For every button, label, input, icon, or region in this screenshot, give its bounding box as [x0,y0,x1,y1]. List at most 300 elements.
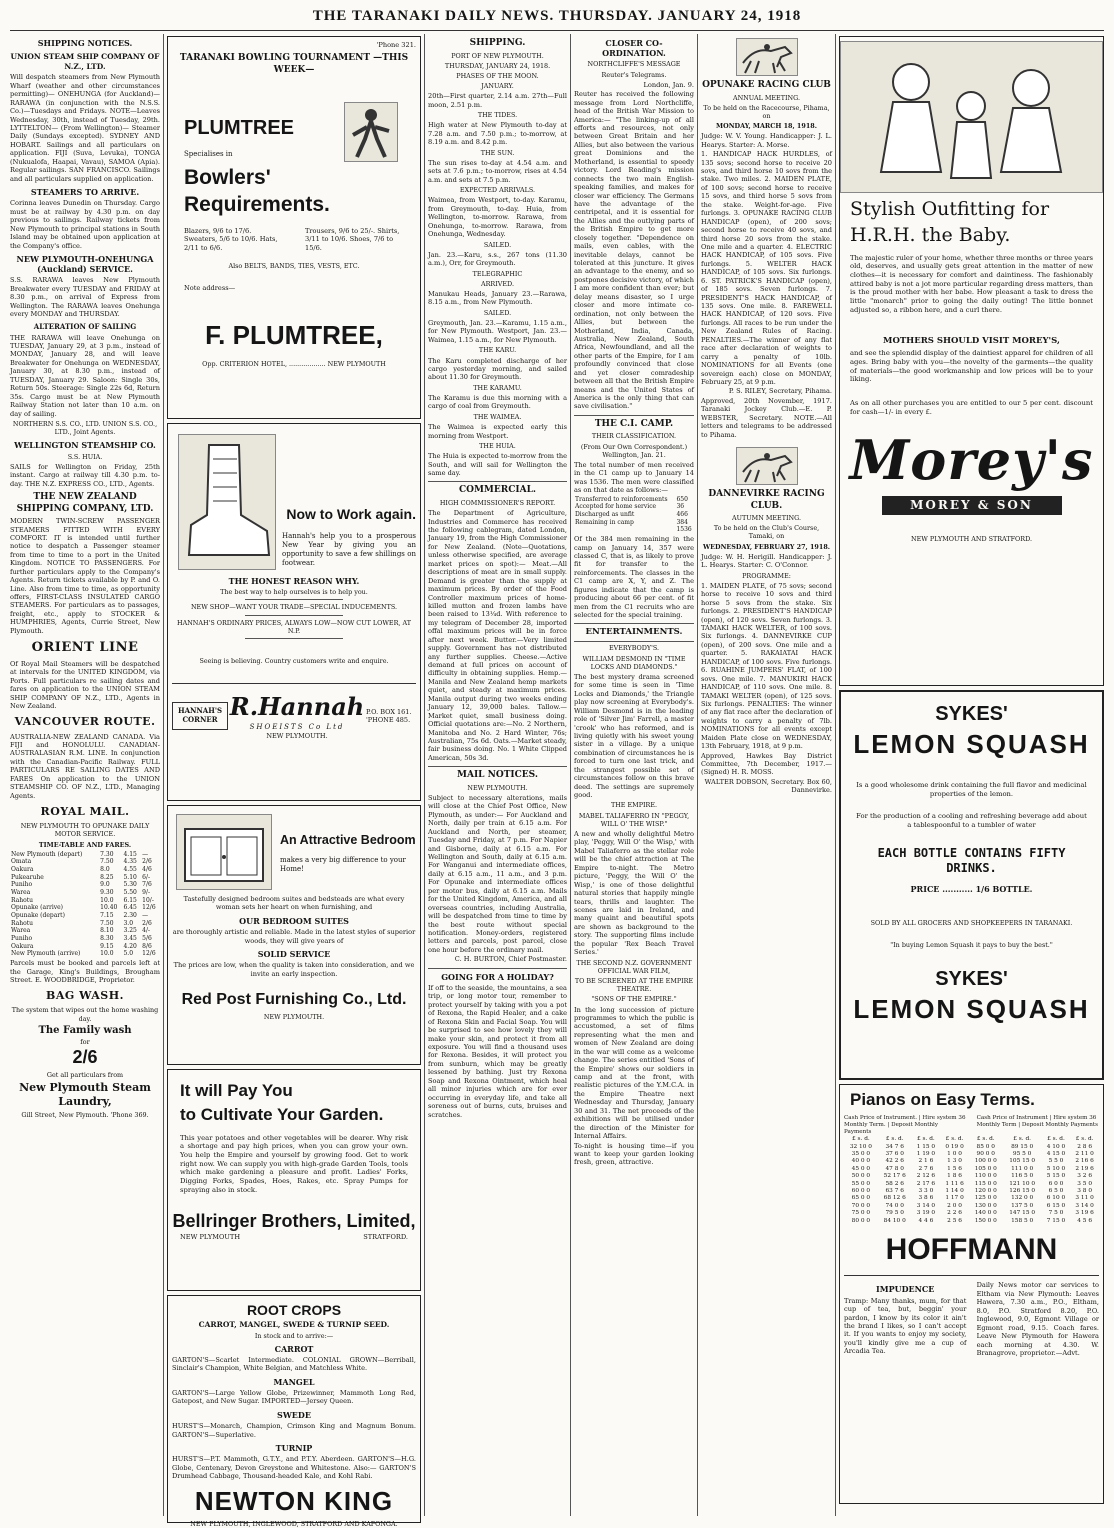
programme-heading: PROGRAMME: [742,571,791,580]
table-cell: 3 19 6 [1075,1210,1094,1217]
sons-heading: "SONS OF THE EMPIRE." [591,995,677,1004]
table-cell: Transferred to reinforcements [575,495,668,503]
dannevirke-date: WEDNESDAY, FEBRUARY 27, 1918. [703,542,830,551]
table-cell: 8.30 [100,935,114,943]
table-cell: 4.15 [123,850,137,858]
bellringer-name: Bellringer Brothers, Limited, [172,1211,416,1232]
hcr-heading: HIGH COMMISSIONER'S REPORT. [439,498,556,507]
sailed-heading: SAILED. [483,240,512,249]
table-cell: 5.10 [123,873,137,881]
table-cell: 1 0 0 [947,1151,962,1158]
suites-text: are thoroughly artistic and reliable. Made in the latest styles of superior woods, they will give years of [172,928,416,945]
desmond-text: The best mystery drama screened for some time is seen in 'Time Locks and Diamonds,' the Triangle play now screening at Everybody's. William Desmond is in the leading role of 'Silver Jim' Farrell, a master 'crook' who has reformed, and is living quietly with his sweet young sister in a village. By a unique combination of circumstances he is forced to turn one last trick, and the strangest possible set of circumstances follow on this brave deed. The settings are supremely good. [574,672,694,800]
red-post-location: NEW PLYMOUTH. [263,1012,325,1021]
table-cell: 3 19 0 [916,1210,936,1217]
table-cell: 2 7 6 [918,1165,934,1172]
timetable-row [10,858,160,866]
table-cell: 130 0 0 [974,1202,997,1209]
table-cell: 95 5 0 [1012,1151,1032,1158]
table-cell: 8.0 [100,866,110,874]
table-cell: 4/6 [142,866,152,874]
table-cell: 2/6 [142,858,152,866]
plumtree-address: Opp. CRITERION HOTEL, .................. NEW PLYMOUTH [202,359,386,368]
newton-king-address: NEW PLYMOUTH, INGLEWOOD, STRATFORD AND KAPONGA. [190,1519,398,1528]
garden-text: This year potatoes and other vegetables will be dearer. Why risk a shortage and pay high prices, when you can grow your own. You help the Empire and yourself by growing food. Get to work right now. We can supply you with high-grade Garden Tools, tools which make gardening a pleasure and profit. Ladies' Forks, Digging Forks, Spades, Hoes, Rakes, etc. Spray Pumps for spraying also in stock. [180,1133,408,1194]
table-cell: 7.30 [100,850,114,858]
table-cell: 3.0 [123,919,134,927]
bowling-title: TARANAKI BOWLING TOURNAMENT —THIS WEEK— [179,53,409,75]
steam-laundry: New Plymouth Steam Laundry, [19,1081,151,1109]
camp-text: The total number of men received in the C1 camp up to January 14 was 1536. The men were classified as on that date as follows:— [574,460,694,495]
column-shipping-news [428,34,567,1514]
root-stock: In stock and to arrive:— [254,1331,334,1340]
january-heading: JANUARY. [481,82,514,91]
table-cell: 2 5 6 [947,1217,962,1224]
also-text: Also BELTS, BANDS, TIES, VESTS, ETC. [228,262,360,271]
commercial-heading: COMMERCIAL. [428,481,567,497]
table-cell: 126 15 0 [1009,1188,1036,1195]
dannevirke-note: Approved, Hawkes Bay District Committee, 7th December, 1917.—(Signed) H. R. MOSS. [701,751,832,777]
timetable-row [10,920,160,928]
table-cell: 6 10 0 [1046,1195,1066,1202]
table-cell: 89 15 0 [1011,1143,1034,1150]
opunake-note: Approved, 20th November, 1917. Taranaki Jockey Club.—E. P. WEBSTER, Secretary. NOTE.—All letters and telegrams to be addressed to Pihama. [701,396,832,439]
table-cell: Rahotu [11,896,33,904]
camp-row [574,519,694,527]
opunake-races: 1. HANDICAP HACK HURDLES, of 135 sovs; second horse to receive 20 sovs, and third horse 10 sovs from the stake. Two miles. 2. MAIDEN PLATE, of 100 sovs; second horse to receive 15 sovs, and third horse 5 sovs from the stake. Weight-for-age. Five furlongs. 3. OPUNAKE RACING CLUB HANDICAP (open), of 200 sovs; second horse to receive 40 sovs, and third horse 20 sovs from the stake. One mile and a quarter. 4. ELECTRIC HACK HANDICAP, of 105 sovs. Five furlongs. 5. WELTER HACK HANDICAP, of 105 sovs. Six furlongs. 6. ST. PATRICK'S HANDICAP (open), of 185 sovs. Seven furlongs. 7. PRESIDENT'S HACK HANDICAP, of 135 sovs. One mile. 8. FAREWELL HACK HANDICAP, of 120 sovs. Five furlongs. All races to be run under the New Zealand Rules of Racing. PENALTIES.—The winner of any flat race after declaration of weights to carry a penalty of 10lb. NOMINATIONS for all Events (one sovereign each) close on MONDAY, February 25, at 9 p.m. [701,150,832,386]
opunake-date: MONDAY, MARCH 18, 1918. [716,122,817,131]
table-cell: 4.35 [123,858,137,866]
port-date: THURSDAY, JANUARY 24, 1918. [444,61,551,70]
karamu-text: The Karamu is due this morning with a cargo of coal from Greymouth. [428,394,567,411]
table-cell: 121 10 0 [1009,1180,1036,1187]
table-cell: 115 0 0 [974,1180,997,1187]
holiday-heading: GOING FOR A HOLIDAY? [428,968,567,982]
table-cell: 7 15 0 [1046,1217,1066,1224]
table-cell: £ s. d. [885,1136,904,1143]
piano-header-left: Cash Price of Instrument. | Hire system 36 Monthly Term. | Deposit Monthly Payments [844,1114,966,1136]
wellington-steamship-text: SAILS for Wellington on Friday, 25th instant. Cargo at railway till 4.30 p.m. to-day. THE N.Z. EXPRESS CO., LTD., Agents. [10,462,160,488]
timetable-row [10,935,160,943]
table-cell: 2 8 6 [1077,1143,1093,1150]
note-address: Note address— [184,284,236,293]
plumtree-name: PLUMTREE [184,117,294,140]
mail-signature: C. H. BURTON, Chief Postmaster. [454,955,567,964]
table-cell: 5 15 0 [1046,1173,1066,1180]
table-cell: New Plymouth (depart) [11,850,83,858]
now-to-work-title: Now to Work again. [286,506,416,522]
table-cell: 2 2 6 [947,1210,962,1217]
table-cell: 36 [676,503,685,511]
hcr-text: The Department of Agriculture, Industries and Commerce has received the following cablegram, dated London, January 19, from the High Commissioner for New Zealand. (Note—Quotations, unless otherwise specified, are average market prices on spot):— Meat.—All descriptions of meat are in small supply. Demand is greater than the supply at maximum prices. By order of the Food Controller maximum prices of home-killed mutton and frozen lambs have been raised to 13¼d. With reference to my telegram of December 28, imported offal maximum prices will be in force after next week. Butter.—Very limited supply. Government has not distributed any further supplies. Cheese.—Active demand at full prices on account of difficulty in obtaining supplies. Hemp.—Manila and New Zealand hemp markets quiet, and steady at maximum prices. Manila output during two weeks ending January 12, 39,000 bales. Tallow.—Market quiet, small business doing. Official quotations are:—No. 2 Northern, Manitoba and No. 2 Hard Winter, 76s; Australian, 75s 6d. Oats.—Market steady, fair business doing. No. 1 White Clipped American, 50s 3d. [428,509,567,762]
morey-son-banner: MOREY & SON [882,496,1062,515]
table-cell: 9/- [142,889,151,897]
table-cell: 1 15 0 [916,1143,936,1150]
table-cell: 110 0 0 [974,1173,997,1180]
table-cell: 137 5 0 [1011,1202,1034,1209]
shoeists: SHOEISTS Co Ltd [249,722,345,731]
camp-heading: THE C.I. CAMP. [574,415,694,431]
specialises-text: Specialises in [184,150,233,159]
bellringer-left: NEW PLYMOUTH [180,1233,241,1242]
table-cell: 466 [676,511,688,519]
table-cell: 1 8 6 [947,1173,962,1180]
camp-text-2: Of the 384 men remaining in the camp on January 14, 357 were classed C, that is, as likely to prove fit for transfer to the reinforcements. The classes in the C1 camp are X, Y, and Z. The figures indicate that the camp is producing about 66 per cent. of fit men from the C1 recruits who are selected for the special training. [574,535,694,620]
now-to-work-text: Hannah's help you to a prosperous New Year by giving you an opportunity to save a few shillings on footwear. [282,531,416,567]
reuter-line: Reuter's Telegrams. [601,70,667,79]
bellringer-right: STRATFORD. [363,1233,408,1242]
table-cell: 90 0 0 [976,1151,995,1158]
table-cell: 120 0 0 [974,1188,997,1195]
timetable-row [10,950,160,958]
closer-text: Reuter has received the following message from Lord Northcliffe, head of the British War Mission to America:— "The linking-up of all efforts and resources, not only between Great Britain and her Allies, but also between the various great Dominions and the Motherland, is essential to speedy victory. Lord Reading's mission connects the two main English-speaking families, and makes for closer war efficiency. The Germans have the advantage of the centripetal, and it is essential for the Allies and the outlying parts of the British Empire to get more closely together. "Dependence on mails, even cables, with the inevitable delays, cannot be tolerated at this juncture. It gives an advantage to the enemy, and so postpones decisive victory, of which I am more confident than ever; but delay means disaster, so I urge closer and more intimate co-ordination, not only between the Allies, but between the Motherland, India, Canada, Australia, New Zealand, South Africa, Newfoundland, and all the other parts of the Empire, for I am profoundly convinced that close and yet closer comradeship between all that the British Empire means and the United States of America is the only thing that can save civilisation." [574,90,694,411]
mail-location: NEW PLYMOUTH. [467,783,528,792]
table-cell: 5.0 [123,950,134,958]
laundry-address: Gill Street, New Plymouth. 'Phone 369. [21,1111,149,1120]
piano-header-right: Cash Price of Instrument | Hire system 36 Monthly Term | Deposit Monthly Payments [976,1114,1098,1128]
timetable-row [10,943,160,951]
correspondent-line: (From Our Own Correspondent.) Wellington, Jan. 21. [580,442,688,459]
sykes-name-2: SYKES' [935,967,1008,990]
column-advertisements [167,34,421,1528]
seeing-believing: Seeing is believing. Country customers write and enquire. [199,656,389,665]
table-cell: 140 0 0 [974,1210,997,1217]
table-cell: 2 11 0 [1075,1151,1094,1158]
piano-row [844,1158,1099,1165]
table-cell: 3 5 0 [1077,1180,1093,1187]
masthead: THE TARANAKI DAILY NEWS. THURSDAY. JANUARY 24, 1918 [10,4,1104,31]
sailed-text-2: Greymouth, Jan. 23.—Karamu, 1.15 a.m., for New Plymouth. Westport, Jan. 23.—Waimea, 1.15 a.m., for New Plymouth. [428,319,567,344]
piano-row [844,1181,1099,1188]
orient-line-text: Of Royal Mail Steamers will be despatched at intervals for the UNITED KINGDOM, via Ports. Full particulars re sailing dates and fares on application to the UNION STEAM SHIP COMPANY OF N.Z., LTD., Agents in New Zealand. [10,659,160,711]
timetable-row [10,912,160,920]
column-rule [570,34,571,1516]
column-rule [424,34,425,1516]
table-cell: 6.45 [123,904,137,912]
table-cell: 6/- [142,873,151,881]
piano-row [844,1144,1099,1151]
discount-text: As on all other purchases you are entitled to our 5 per cent. discount for cash—1/- in every £. [850,399,1093,416]
piano-row [844,1188,1099,1195]
bedroom-title: An Attractive Bedroom [280,833,416,847]
karamu-heading: THE KARAMU. [473,383,522,392]
table-cell: 35 0 0 [851,1151,871,1158]
table-cell: 8.10 [100,927,114,935]
desmond-heading: WILLIAM DESMOND IN "TIME LOCKS AND DIAMONDS." [582,654,686,671]
table-cell: 8.25 [100,873,114,881]
table-cell: 34 7 6 [885,1143,904,1150]
held-text-2: To be held on the Club's Course, Tamaki, on [713,524,820,541]
root-crops-title: ROOT CROPS [246,1302,342,1318]
royal-mail-subtitle: NEW PLYMOUTH TO OPUNAKE DAILY MOTOR SERVICE. [20,822,150,839]
camp-row [574,511,694,519]
impudence-heading: IMPUDENCE [875,1284,935,1295]
children-illustration [840,41,1103,193]
stylish-text: The majestic ruler of your home, whether three months or three years old, deserves, and usually gets great attention in the matter of new clothes—it is necessary for comfort and daintiness. The fashionably attired baby is not a jot more particular regarding dress matters, than is the proud mother with her babe. How pleasant a task to dress the little "monarch" prior to going the daily outing! The little bonnet adjusted so, a ribbon here, and a curl there. [850,253,1093,314]
table-cell: 80 0 0 [851,1217,871,1224]
table-cell: 10/- [142,896,154,904]
swede-title: SWEDE [277,1409,311,1420]
sold-by: SOLD BY ALL GROCERS AND SHOPKEEPERS IN TARANAKI. [870,918,1073,927]
bowler-illustration [344,102,398,162]
sykes-text-2: For the production of a cooling and refreshing beverage add about a tablespoonful to a tumbler of water [856,812,1087,829]
motor-service-text: Daily News motor car services to Eltham via New Plymouth: Leaves Hawera, 7.30 a.m., P.O., Eltham, 8.0, P.O. Stratford 8.20, P.O. Inglewood, 9.0, Egmont Village or Egmont road, 9.15. Coach fares. Leave New Plymouth for Hawera each morning at 4.30. W. Branagrove, proprietor.—Advt. [976,1281,1099,1357]
table-cell: 7 5 0 [1048,1210,1064,1217]
table-cell: 1536 [676,526,692,534]
red-post-ad [167,805,421,1065]
piano-price-table [844,1136,1099,1225]
table-cell: 5.30 [123,881,137,889]
table-cell: 10.40 [100,904,118,912]
moreys-ad [839,36,1104,686]
orient-line-title: ORIENT LINE [31,640,139,656]
table-cell: 147 15 0 [1009,1210,1036,1217]
royal-mail-note: Parcels must be booked and parcels left at the Garage, King's Buildings, Brougham Street. E. WOODBRIDGE, Proprietor. [10,959,160,984]
table-cell: Puniho [11,881,33,889]
bag-for: for [80,1037,90,1046]
table-cell: 6.15 [123,896,137,904]
lemon-squash-2: LEMON SQUASH [853,993,1090,1024]
table-cell: Puniho [11,935,33,943]
sun-heading: THE SUN. [480,148,515,157]
bedroom-illustration [176,814,272,890]
screened-heading: TO BE SCREENED AT THE EMPIRE THEATRE. [574,976,694,994]
solid-text: The prices are low, when the quality is taken into consideration, and we invite an early inspection. [173,961,415,978]
table-cell: 3 8 6 [918,1195,934,1202]
piano-row [844,1151,1099,1158]
opunake-signature: P. S. RILEY, Secretary, Pihama. [728,387,832,396]
timetable-row [10,866,160,874]
table-cell: Omata [11,858,32,866]
stylish-headline-1: Stylish Outfitting for [850,198,1050,220]
column-right-ads [839,34,1104,1514]
steamers-arrive-title: STEAMERS TO ARRIVE. [30,187,140,198]
table-cell [574,526,675,534]
table-cell: 8/6 [142,942,152,950]
bellringer-ad [167,1069,421,1291]
table-cell: 116 5 0 [1011,1173,1034,1180]
table-cell: 10.0 [100,950,114,958]
table-cell: 12/6 [142,904,156,912]
everybodys-heading: EVERYBODY'S. [608,644,660,653]
phone-number: 'Phone 321. [376,41,416,49]
garden-headline-2: to Cultivate Your Garden. [180,1104,384,1124]
items-right: Trousers, 9/6 to 25/-. Shirts, 3/11 to 10/6. Shoes, 7/6 to 15/6. [305,226,400,252]
shipping-heading: SHIPPING. [469,38,526,48]
timetable-row [10,874,160,882]
table-cell: Rahotu [11,919,33,927]
table-cell: 4 10 0 [1046,1143,1066,1150]
table-cell: Discharged as unfit [575,511,635,519]
table-cell: 60 0 0 [851,1188,871,1195]
table-cell: 7.50 [100,919,114,927]
wellington-steamship-title: WELLINGTON STEAMSHIP CO. [14,440,156,451]
table-cell: 3 14 0 [1075,1202,1094,1209]
table-cell: 4/- [142,927,151,935]
plumtree-ad [167,36,421,419]
table-cell: Warea [11,927,31,935]
table-cell: 7.15 [100,912,114,920]
table-cell: 2 0 0 [947,1202,962,1209]
table-cell: 70 0 0 [851,1202,871,1209]
bag-wash-title: BAG WASH. [46,989,124,1003]
table-cell: 9.0 [100,881,110,889]
expected-text: Waimea, from Westport, to-day. Karamu, from Greymouth, to-day. Huia, from Wellington, to-morrow. Rarawa, from Onehunga, to-morrow. Rarawa, from Onehunga, Wednesday. [428,196,567,239]
mail-heading: MAIL NOTICES. [428,766,567,782]
newton-king-name: NEWTON KING [194,1485,394,1516]
camp-row [574,503,694,511]
pianos-headline: Pianos on Easy Terms. [850,1090,1035,1109]
classification-heading: THEIR CLASSIFICATION. [591,432,677,441]
reuter-date: London, Jan. 9. [643,80,694,89]
hoffmann-name: HOFFMANN [885,1233,1058,1267]
wellington-ship-name: S.S. HUIA. [67,452,103,461]
table-cell: 65 0 0 [851,1195,871,1202]
root-crops-sub: CARROT, MANGEL, SWEDE & TURNIP SEED. [198,1319,390,1329]
table-cell: 68 12 6 [883,1195,906,1202]
table-cell: 5/6 [142,935,152,943]
waimea-text: The Waimea is expected early this morning from Westport. [428,423,567,440]
dannevirke-officials: Judge: W. H. Herigill. Handicapper: J. L. Hearys. Starter: C. O'Connor. [701,552,832,570]
table-cell: 158 5 0 [1011,1217,1034,1224]
phases-text: 20th—First quarter, 2.14 a.m. 27th—Full moon, 2.51 p.m. [428,92,567,109]
table-cell: 2.30 [123,912,137,920]
bedroom-text2: Tastefully designed bedroom suites and bedsteads are what every woman sets her heart on when furnishing, and [183,895,405,912]
table-cell: £ s. d. [852,1136,870,1143]
table-cell: 47 8 0 [885,1165,904,1172]
carrot-title: CARROT [274,1343,314,1354]
each-bottle: EACH BOTTLE CONTAINS FIFTY DRINKS. [877,845,1066,875]
table-cell: Oakura [11,942,34,950]
f-plumtree: F. PLUMTREE, [205,319,383,350]
camp-table [574,496,694,534]
arrived-heading: ARRIVED. [481,279,514,288]
morey-address: NEW PLYMOUTH AND STRATFORD. [911,534,1032,543]
tides-text: High water at New Plymouth to-day at 7.28 a.m. and 7.50 p.m.; to-morrow, at 8.19 a.m. and 8.42 p.m. [428,121,567,147]
bag-wash-line: The system that wipes out the home washing day. [11,1006,159,1023]
piano-row [844,1136,1099,1143]
table-cell: 2/6 [142,919,152,927]
sykes-name: SYKES' [935,703,1008,725]
column-rule [697,34,698,1516]
table-cell: 52 17 6 [883,1173,906,1180]
pobox: P.O. BOX 161. 'PHONE 485. [366,707,412,725]
table-cell: 9.15 [100,942,114,950]
table-cell: 45 0 0 [851,1165,871,1172]
piano-row [844,1195,1099,1202]
carrot-text: GARTON'S—Scarlet Intermediate. COLONIAL GROWN—Berriball, Sinclair's Champion, White Belgian, and Matchless White. [172,1355,416,1373]
table-cell: 75 0 0 [851,1210,871,1217]
our-suites: OUR BEDROOM SUITES [239,915,349,926]
arrived-text: Manukau Heads, January 23.—Rarawa, 8.15 a.m., from New Plymouth. [428,289,567,307]
union-steamship-title: UNION STEAM SHIP COMPANY OF N.Z., LTD. [10,52,160,71]
timetable-row [10,881,160,889]
table-cell: £ s. d. [1047,1136,1065,1143]
column-rule [835,34,836,1516]
newton-king-ad [167,1295,421,1528]
table-cell: 5.50 [123,889,137,897]
table-cell: Remaining in camp [575,518,634,526]
hannah-logo: R.Hannah [229,692,365,722]
table-cell: 4 4 6 [918,1217,934,1224]
table-cell: 9.30 [100,889,114,897]
table-cell: Opunake (arrive) [11,904,64,912]
sun-text: The sun rises to-day at 4.54 a.m. and sets at 7.6 p.m.; to-morrow, rises at 4.54 a.m. and sets at 7.5 p.m. [428,158,567,184]
sailed-heading-2: SAILED. [483,308,512,317]
telegraphic-heading: TELEGRAPHIC [472,269,523,278]
table-cell: 3 3 0 [918,1188,934,1195]
table-cell: £ s. d. [976,1136,995,1143]
timetable-row [10,889,160,897]
dannevirke-races: 1. MAIDEN PLATE, of 75 sovs; second horse to receive 10 sovs and third horse 5 sovs from the stake. Six furlongs. 2. PRESIDENT'S HANDICAP (open), of 120 sovs. Seven furlongs. 3. TAMAKI HACK WELTER, of 100 sovs. Six furlongs. 4. DANNEVIRKE CUP (open), of 200 sovs. One mile and a quarter. 5. RAKAIATAI HACK HANDICAP, of 100 sovs. Five furlongs. 6. RUAHINE JUMPERS' FLAT, of 100 sovs. One mile. 7. MANUKIRI HACK HANDICAP, of 110 sovs. One mile. 8. TAMAKI WELTER (open), of 125 sovs. Six furlongs. PENALTIES: The winner of any flat race after the declaration of weights to carry a penalty of 7lb. NOMINATIONS for all events except Maiden Plate close on WEDNESDAY, 13th February, 1918, at 9 p.m. [701,581,832,751]
racehorse-illustration-2 [736,447,798,485]
lemon-squash: LEMON SQUASH [853,728,1090,759]
alteration-title: ALTERATION OF SAILING [33,321,137,331]
union-steamship-text: Will despatch steamers from New Plymouth Wharf (weather and other circumstances permitting)— ONEHUNGA (for Auckland)— RARAWA (in conjunction with the N.S.S. Co.)—Tuesdays and Fridays. NOTE—Leaves Wednesday, 30th, instead of Tuesday, 29th. LYTTELTON— (From Wellington)— Steamer Daily (Sundays excepted). SYDNEY AND HOBART. Sailings and all particulars on application. FIJI (Suva, Levuka), TONGA (Nukualofa, Haapai, Vavau), SAMOA (Apia). Regular sailings. SAN FRANCISCO. Sailings and all particulars supplied on application. [10,73,160,183]
table-cell: 4 5 6 [1077,1217,1093,1224]
items-left: Blazers, 9/6 to 17/6. Sweaters, 5/6 to 10/6. Hats, 2/11 to 6/6. [184,226,278,252]
table-cell: 1 17 0 [945,1195,964,1202]
mothers-heading: MOTHERS SHOULD VISIT MOREY'S, [883,336,1060,347]
turnip-text: HURST'S—P.T. Mammoth, G.T.Y., and P.T.Y. Aberdeen. GARTON'S—H.G. Globe, Centenary, Devon Greystone and Whitestone. Also:— GARTON'S Drumhead Cabbage, Thousand-headed Kale, and Kohl Rabi. [172,1455,416,1481]
mabel-text: A new and wholly delightful Metro play, 'Peggy, Will O' the Wisp,' with Mabel Taliaferro as the stellar role will be the chief attraction at The Empire to-night. The Metro picture, 'Peggy, the Will O' the Wisp,' is one of those delightful natural stories that happily mingle tears, thrills and laughter. The scenes are laid in Ireland, and many quaint and beautiful spots are shown as background to the story. The supporting films include the popular 'Rex Beach Travel Series.' [574,830,694,957]
table-cell: Warea [11,889,31,897]
mail-text: Subject to necessary alterations, mails will close at the Chief Post Office, New Plymouth, as under:— For Auckland and North, daily per train at 6.15 a.m. For Auckland and North, per steamer, Tuesday and Friday, at 7 p.m. For Napier and Gisborne, daily at 6.15 a.m. For Wellington and South, daily at 6.15 a.m. For Wanganui and intermediate offices, daily at 6.15 a.m., 11 a.m., and 3 p.m. For Opunake and intermediate offices per motor bus, daily at 6.15 a.m. Mails for the United Kingdom, America, and all overseas countries, including Australia, will be despatched from time to time by the best route without special notification. Money-orders, registered letters and parcels, post parcel, close one hour before the ordinary mail. [428,793,567,954]
piano-row [844,1218,1099,1225]
royal-mail-title: ROYAL MAIL. [40,805,130,819]
table-cell: 79 5 0 [885,1210,904,1217]
northcliffe-heading: NORTHCLIFFE'S MESSAGE [587,60,681,69]
table-cell: 1 5 6 [947,1165,962,1172]
opunake-officials: Judge: W. V. Young. Handicapper: J. L. Hearys. Starter: A. Morse. [701,132,832,149]
piano-row [844,1210,1099,1217]
dannevirke-club-title: DANNEVIRKE RACING CLUB. [708,489,825,511]
nz-shipping-text: MODERN TWIN-SCREW PASSENGER STEAMERS FITTED WITH EVERY COMFORT. IT is intended until further notice to despatch a Passenger steamer from time to time to a port in the United Kingdom. NOTICE TO PASSENGERS. For further particulars apply to the Company's Agents. Return tickets available by P. and O. Line. Also from time to time, as opportunity offers, FIRST-CLASS INSULATED CARGO STEAMERS. For particulars as to passages, freight, etc., apply to STOCKER & HUMPHRIES, Agents, Currie Street, New Plymouth. [10,517,160,635]
mangel-title: MANGEL [273,1376,315,1387]
table-cell: 63 7 6 [885,1188,904,1195]
onehunga-service-text: S.S. RARAWA leaves New Plymouth Breakwater every TUESDAY and FRIDAY at 8.30 p.m., on arrival of Express from Wellington. The RARAWA leaves Onehunga every MONDAY and THURSDAY. [10,276,160,319]
table-cell: 7/6 [142,881,152,889]
turnip-title: TURNIP [275,1443,313,1454]
mothers-text: and see the splendid display of the daintiest apparel for children of all ages. Bring baby with you—the novelty of the garments—the quality of materials—the good workmanship and low prices will be to your liking. [850,349,1093,384]
table-cell: £ s. d. [917,1136,935,1143]
garden-headline-1: It will Pay You [180,1081,293,1100]
table-cell: 37 6 0 [885,1151,904,1158]
table-cell: 1 11 6 [945,1180,964,1187]
boot-illustration [178,434,276,570]
karu-heading: THE KARU. [478,346,517,355]
table-cell: 6 15 0 [1046,1202,1066,1209]
table-cell: 58 2 6 [885,1180,904,1187]
expected-heading: EXPECTED ARRIVALS. [459,186,536,195]
sykes-quote: "In buying Lemon Squash it pays to buy the best." [890,940,1053,949]
entertainments-heading: ENTERTAINMENTS. [574,623,694,642]
timetable-row [10,904,160,912]
table-cell: 100 0 0 [974,1158,997,1165]
sons-text: In the long succession of picture programmes to which the public is accustomed, a set of films representing what the men and women of New Zealand are doing in the war will come as a welcome change. The series entitled 'Sons of the Empire' shows our soldiers in camp and at the front, with realistic pictures of the Y.M.C.A. in the Empire Theatre next Wednesday and Thursday, January 30 and 31. The net proceeds of the exhibitions will be utilised under the direction of the Minister for Internal Affairs. [574,1005,694,1141]
section-heading: SHIPPING NOTICES. [37,38,133,48]
timetable-row [10,851,160,859]
table-cell: 3 8 0 [1077,1188,1093,1195]
moreys-logo: Morey's [849,428,1094,493]
table-cell: 3 14 0 [916,1202,936,1209]
bag-get: Get all particulars from [46,1071,124,1080]
column-shipping-notices [10,34,160,1514]
table-cell: 3.45 [123,935,137,943]
stylish-headline-2: H.R.H. the Baby. [850,224,1011,247]
camp-row [574,526,694,534]
table-cell: £ s. d. [1013,1136,1032,1143]
